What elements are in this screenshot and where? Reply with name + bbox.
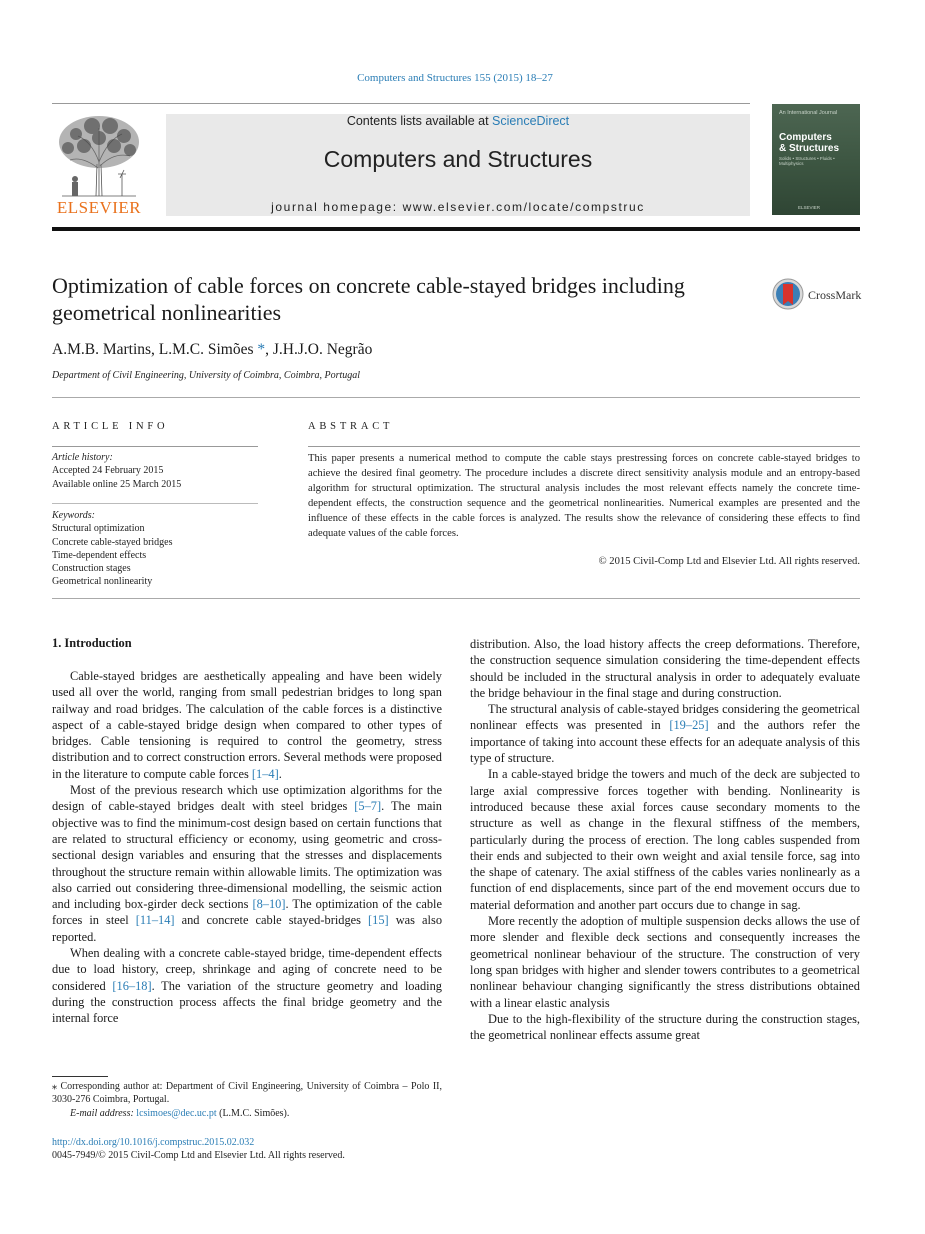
paragraph: distribution. Also, the load history affects the creep deformations. Therefore, the construction sequence simulation considering the time-dependent effects should be included in the structural analysis in order to adequately evaluate the bridge behaviour in the final stage and during construction. <box>470 637 860 700</box>
citation-link[interactable]: [8–10] <box>252 897 286 912</box>
keyword-item: Structural optimization <box>52 523 145 535</box>
journal-homepage[interactable]: journal homepage: www.elsevier.com/locate/compstruc <box>271 200 645 214</box>
author-list <box>52 341 372 359</box>
affiliation: Department of Civil Engineering, University of Coimbra, Coimbra, Portugal <box>52 370 361 381</box>
paragraph <box>470 701 860 766</box>
elsevier-wordmark: ELSEVIER <box>56 198 142 217</box>
doi-link[interactable]: http://dx.doi.org/10.1016/j.compstruc.2015.02.032 <box>52 1137 255 1148</box>
email-link[interactable]: lcsimoes@dec.uc.pt <box>136 1107 217 1119</box>
sciencedirect-link[interactable]: ScienceDirect <box>492 114 570 128</box>
info-rule <box>52 503 258 504</box>
text-run: When dealing with a concrete cable-stayed bridge, time-dependent effects due to load history, creep, shrinkage and aging of concrete need to be considered <box>52 946 442 993</box>
text-run: . <box>278 766 282 781</box>
email-label: E-mail address: <box>70 1107 137 1119</box>
accepted-date: Accepted 24 February 2015 <box>52 465 164 477</box>
keywords <box>52 509 258 589</box>
text-run: . The optimization of the cable forces in steel <box>52 897 442 928</box>
header-top-rule <box>52 103 750 104</box>
footnote-star: ⁎ <box>52 1081 57 1092</box>
text-run: . The variation of the structure geometry and loading during the construction process affects the final bridge geometry and the internal force <box>52 978 442 1026</box>
keyword-item: Geometrical nonlinearity <box>52 576 153 588</box>
text-run: and concrete cable stayed-bridges <box>174 913 369 928</box>
crossmark-badge-icon <box>772 278 804 310</box>
text-run: Cable-stayed bridges are aesthetically appealing and have been widely used all over the world, ranging from small pedestrian bridges to long span railway and road bridges. The calculation of the cable forces is a distinctive aspect of a cable-stayed bridge design when compared to other types of bridges. Cable tensioning is required to control the geometry, stress distribution and to correct construction errors. Several methods were proposed in the literature to compute cable forces <box>52 669 442 781</box>
authors-first: A.M.B. Martins, L.M.C. Simões <box>52 341 254 358</box>
citation-link[interactable]: [1–4] <box>251 766 279 781</box>
abstract-text: This paper presents a numerical method to compute the cable stays prestressing forces on concrete cable-stayed bridges to achieve the desired final geometry. The procedure includes a discrete direct sensitivity analysis module and an entropy-based algorithm for structural optimization. The structural analysis includes the most relevant effects namely the concrete time-dependent effects, the construction sequence and the geometrical nonlinearities. Numerical examples are presented and the influence of these effects in the cable forces is analyzed. The results show the relevance of considering these effects to find adequate values of the cable forces. <box>308 453 860 539</box>
corresponding-author-note <box>52 1080 442 1107</box>
footnote <box>52 1080 442 1120</box>
article-info-heading: ARTICLE INFO <box>52 421 169 432</box>
history-label: Article history: <box>52 452 113 463</box>
journal-title: Computers and Structures <box>323 146 593 172</box>
online-date: Available online 25 March 2015 <box>52 478 182 490</box>
paragraph: Due to the high-flexibility of the structure during the construction stages, the geometrical nonlinear effects assume great <box>470 1011 860 1043</box>
text-run: The structural analysis of cable-stayed bridges considering the geometrical nonlinear effects was presented in <box>470 702 860 733</box>
keyword-item: Time-dependent effects <box>52 549 147 561</box>
email-note <box>52 1107 442 1120</box>
cover-tagline: An International Journal <box>779 110 838 116</box>
cover-title <box>779 132 859 154</box>
keyword-item: Concrete cable-stayed bridges <box>52 536 173 548</box>
corresponding-text: Corresponding author at: Department of Civil Engineering, University of Coimbra – Polo II, 3030-276 Coimbra, Portugal. <box>52 1081 442 1106</box>
title-line2: geometrical nonlinearities <box>52 300 282 325</box>
citation-link[interactable]: [5–7] <box>354 799 382 814</box>
citation-link[interactable]: [15] <box>368 913 389 928</box>
authors-last: , J.H.J.O. Negrão <box>265 341 373 358</box>
text-run: Most of the previous research which use optimization algorithms for the design of cable-stayed bridges dealt with steel bridges <box>52 783 442 814</box>
email-suffix: (L.M.C. Simões). <box>216 1107 290 1119</box>
article-history <box>52 451 258 491</box>
paragraph <box>52 782 442 945</box>
cover-publisher: ELSEVIER <box>798 205 821 210</box>
info-rule <box>52 446 258 447</box>
cover-subtitle: Solids • Structures • Fluids • Multiphysics <box>779 156 835 166</box>
text-run: and the authors refer the importance of taking into account these effects for an adequate analysis of this type of structure. <box>470 718 860 766</box>
contents-prefix: Contents lists available at <box>346 114 493 128</box>
left-column <box>52 668 442 1027</box>
article-title <box>52 272 762 326</box>
keyword-item: Construction stages <box>52 563 131 575</box>
citation-link[interactable]: [16–18] <box>112 978 152 993</box>
abstract-rule <box>308 446 860 447</box>
abstract-heading: ABSTRACT <box>308 421 394 432</box>
right-column <box>470 636 860 1043</box>
title-line1: Optimization of cable forces on concrete cable-stayed bridges including <box>52 273 685 298</box>
abstract-copyright: © 2015 Civil-Comp Ltd and Elsevier Ltd. All rights reserved. <box>598 556 860 567</box>
contents-availability <box>166 114 750 128</box>
text-run: was also reported. <box>52 913 443 944</box>
cover-title-line1: Computers <box>779 132 832 143</box>
paragraph: In a cable-stayed bridge the towers and much of the deck are subjected to large axial compressive forces together with bending. Nonlinearity is introduced because these axial forces cause secondary moments to the structure as well as change in the flexural stiffness of the members, particularly during the process of erection. The long cables suspended from their ends and subjected to their own weight and axial tensile force, sag into the shape of catenary. The axial stiffness of the cables varies nonlinearly as a function of end displacements, since part of the end movement occurs due to material deformation and another part occurs due to change in sag. <box>470 767 860 912</box>
paragraph: More recently the adoption of multiple suspension decks allows the use of more slender and flexible deck sections and consequently increases the geometrical nonlinear behaviour of the structure. The construction of very long span bridges with higher and slender towers contributes to a geometrical nonlinear behaviour changing significantly the stress distributions obtained with a linear elastic analysis <box>470 914 860 1010</box>
divider <box>52 397 860 398</box>
citation-link[interactable]: [19–25] <box>669 718 709 733</box>
crossmark-icon[interactable] <box>772 278 804 310</box>
corresponding-author-link[interactable]: * <box>253 341 266 358</box>
paragraph <box>52 945 442 1026</box>
journal-reference-link[interactable]: Computers and Structures 155 (2015) 18–27 <box>357 72 553 84</box>
issn-copyright: 0045-7949/© 2015 Civil-Comp Ltd and Elsevier Ltd. All rights reserved. <box>52 1150 345 1161</box>
divider <box>52 598 860 599</box>
text-run: . The main objective was to find the minimum-cost design based on certain functions that are related to structural efficiency or economy, using geometric and cross-sectional design variables and ensuring that the stresses and displacements throughout the structure remain within allowable limits. The optimization was also carried out considering three-dimensional modelling, the seismic action and including box-girder deck sections <box>52 799 442 912</box>
header-thick-rule <box>52 227 860 231</box>
cover-title-line2: & Structures <box>779 143 840 154</box>
citation-link[interactable]: [11–14] <box>135 913 175 928</box>
keywords-label: Keywords: <box>52 510 95 521</box>
elsevier-tree-icon <box>52 112 146 198</box>
section-heading-introduction: 1. Introduction <box>52 636 132 650</box>
paragraph <box>52 668 442 782</box>
crossmark-label[interactable]: CrossMark <box>808 288 862 302</box>
footnote-rule <box>52 1076 108 1077</box>
